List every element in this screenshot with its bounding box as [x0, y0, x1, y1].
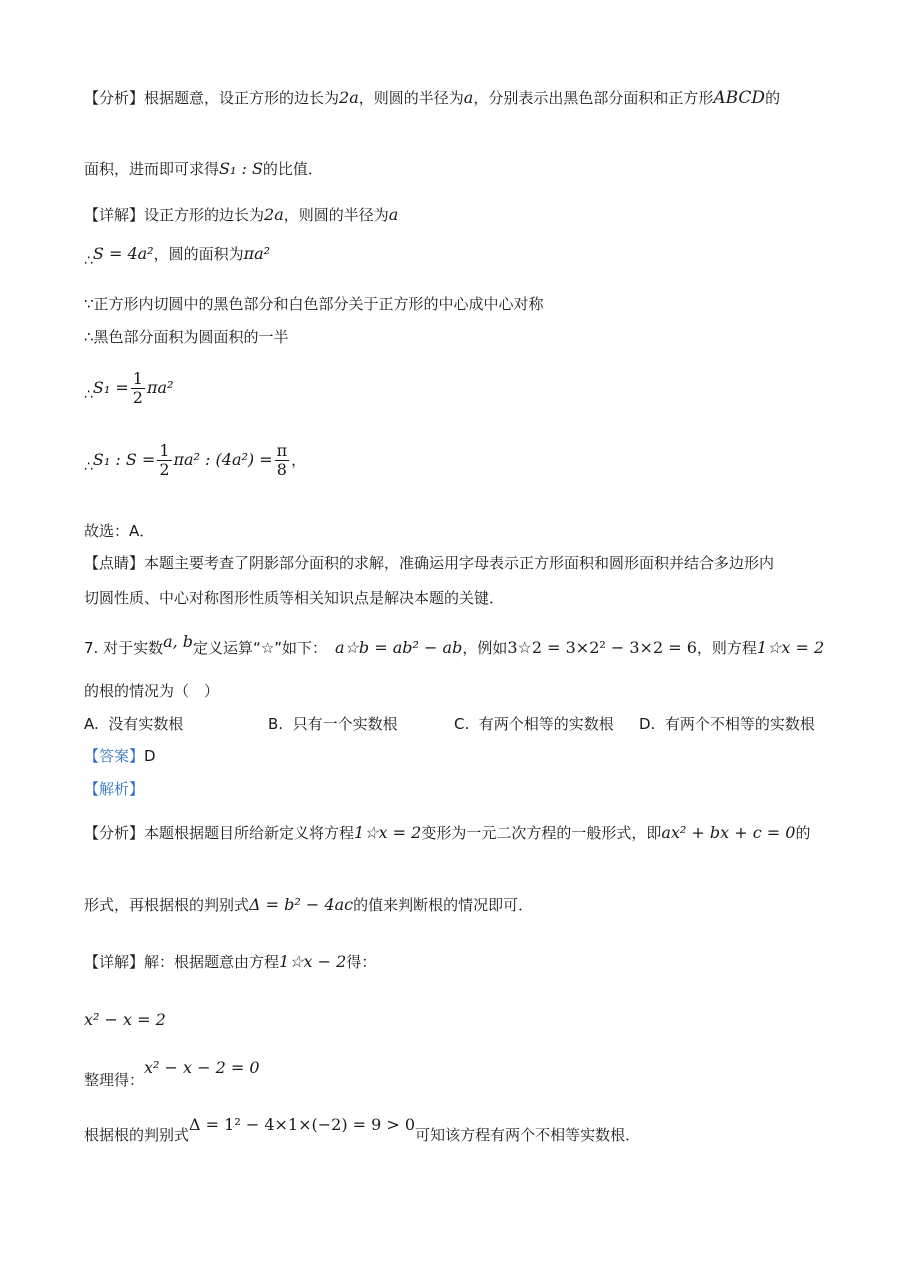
math: S = 4a² [92, 244, 154, 263]
text: 切圆性质、中心对称图形性质等相关知识点是解决本题的关键． [84, 589, 505, 607]
math: πa² [146, 378, 174, 397]
ratio-equation [84, 440, 306, 487]
text: 的根的情况为（ ） [84, 682, 220, 700]
text: 的值来判断根的情况即可． [353, 896, 534, 914]
s1-equation [84, 368, 173, 415]
fraction-half [131, 370, 145, 407]
text: 的 [795, 824, 811, 842]
math: 2a [264, 205, 284, 224]
math: 1☆x = 2 [354, 823, 422, 842]
fraction-numerator: π [276, 441, 288, 460]
text: 根据题意，设正方形的边长为 [144, 89, 340, 107]
math: a [463, 88, 474, 107]
text: 本题主要考查了阴影部分面积的求解，准确运用字母表示正方形面积和圆形面积并结合多边形内 [144, 554, 775, 572]
math: x² − x = 2 [84, 1010, 166, 1029]
fraction-half [157, 442, 171, 479]
analysis2-line-2 [84, 895, 533, 915]
text: ，则圆的半径为 [283, 206, 389, 224]
math: a, b [163, 632, 194, 651]
answer-line [84, 746, 156, 766]
math: a☆b = ab² − ab [335, 638, 463, 657]
math: πa² [243, 244, 271, 263]
text: ， [291, 451, 307, 469]
option-d: D. 有两个不相等的实数根 [639, 715, 815, 733]
math: ax² + bx + c = 0 [661, 823, 796, 842]
analysis-tag: 【分析】 [84, 824, 145, 842]
fraction-numerator: 1 [132, 369, 143, 388]
answer-tag: 【答案】 [84, 747, 145, 765]
text: 设正方形的边长为 [144, 206, 265, 224]
math: a [388, 205, 399, 224]
text: ，则圆的半径为 [358, 89, 464, 107]
discriminant-line [84, 1115, 640, 1145]
detail-line-2 [84, 244, 270, 271]
text: 变形为一元二次方程的一般形式，即 [421, 824, 662, 842]
half-line [84, 327, 289, 347]
math: 1☆x − 2 [279, 952, 347, 971]
detail-line-1 [84, 205, 398, 225]
analysis2-line-1 [84, 823, 811, 843]
math: πa² : (4a²) = [173, 450, 273, 469]
explanation-tag: 【解析】 [84, 780, 145, 798]
math: S₁ : S [219, 159, 263, 178]
question-7-line-2 [84, 681, 219, 701]
question-number: 7. 对于实数 [84, 639, 164, 657]
analysis-line-1 [84, 88, 780, 108]
because-line [84, 294, 544, 314]
fraction-denominator: 2 [159, 460, 170, 479]
text: 的 [765, 89, 781, 107]
text: 解：根据题意由方程 [144, 953, 280, 971]
text: 面积，进而即可求得 [84, 160, 220, 178]
options-row [84, 714, 844, 734]
math: S₁ = [92, 378, 129, 397]
option-a: A. 没有实数根 [84, 715, 184, 733]
math: S₁ : S = [92, 450, 156, 469]
comment-tag: 【点睛】 [84, 554, 145, 572]
fraction-denominator: 2 [132, 388, 143, 407]
math: Δ = 1² − 4×1×(−2) = 9 > 0 [189, 1115, 416, 1134]
text: 得： [346, 953, 377, 971]
math: 2a [339, 88, 359, 107]
math: 3☆2 = 3×2² − 3×2 = 6 [507, 638, 697, 657]
text: ，例如 [462, 639, 508, 657]
comment-line-2 [84, 588, 504, 608]
text: 形式，再根据根的判别式 [84, 896, 250, 914]
text: ，则方程 [696, 639, 757, 657]
answer-value: D [144, 747, 156, 765]
text: ∴黑色部分面积为圆面积的一半 [84, 328, 289, 346]
comment-line-1 [84, 553, 774, 573]
detail-tag: 【详解】 [84, 953, 145, 971]
arrange-line [84, 1058, 260, 1090]
therefore-symbol: ∴ [84, 459, 93, 475]
fraction-numerator: 1 [159, 441, 170, 460]
explanation-header [84, 779, 144, 799]
therefore-symbol: ∴ [84, 253, 93, 269]
text: ，圆的面积为 [153, 245, 244, 263]
fraction-pi-over-8 [275, 442, 290, 479]
text: 的比值． [262, 160, 323, 178]
text: ∵正方形内切圆中的黑色部分和白色部分关于正方形的中心成中心对称 [84, 295, 544, 313]
text: 定义运算“☆”如下： [193, 639, 328, 657]
text: 本题根据题目所给新定义将方程 [144, 824, 355, 842]
analysis-line-2 [84, 159, 323, 179]
text: 可知该方程有两个不相等实数根． [415, 1126, 641, 1144]
text: 根据根的判别式 [84, 1126, 190, 1144]
option-c: C. 有两个相等的实数根 [454, 715, 614, 733]
math: ABCD [713, 88, 766, 108]
math: Δ = b² − 4ac [249, 895, 354, 914]
math: 1☆x = 2 [756, 638, 825, 657]
option-b: B. 只有一个实数根 [268, 715, 398, 733]
fraction-denominator: 8 [276, 460, 287, 479]
text: ，分别表示出黑色部分面积和正方形 [473, 89, 714, 107]
detail2-line-1 [84, 952, 376, 972]
math: x² − x − 2 = 0 [144, 1058, 260, 1077]
therefore-symbol: ∴ [84, 387, 93, 403]
text: 整理得： [84, 1071, 145, 1089]
analysis-tag: 【分析】 [84, 89, 145, 107]
detail-tag: 【详解】 [84, 206, 145, 224]
equation-1 [84, 1010, 166, 1030]
text: 故选：A． [84, 522, 155, 540]
choose-line [84, 521, 154, 541]
question-7-line-1 [84, 632, 824, 658]
